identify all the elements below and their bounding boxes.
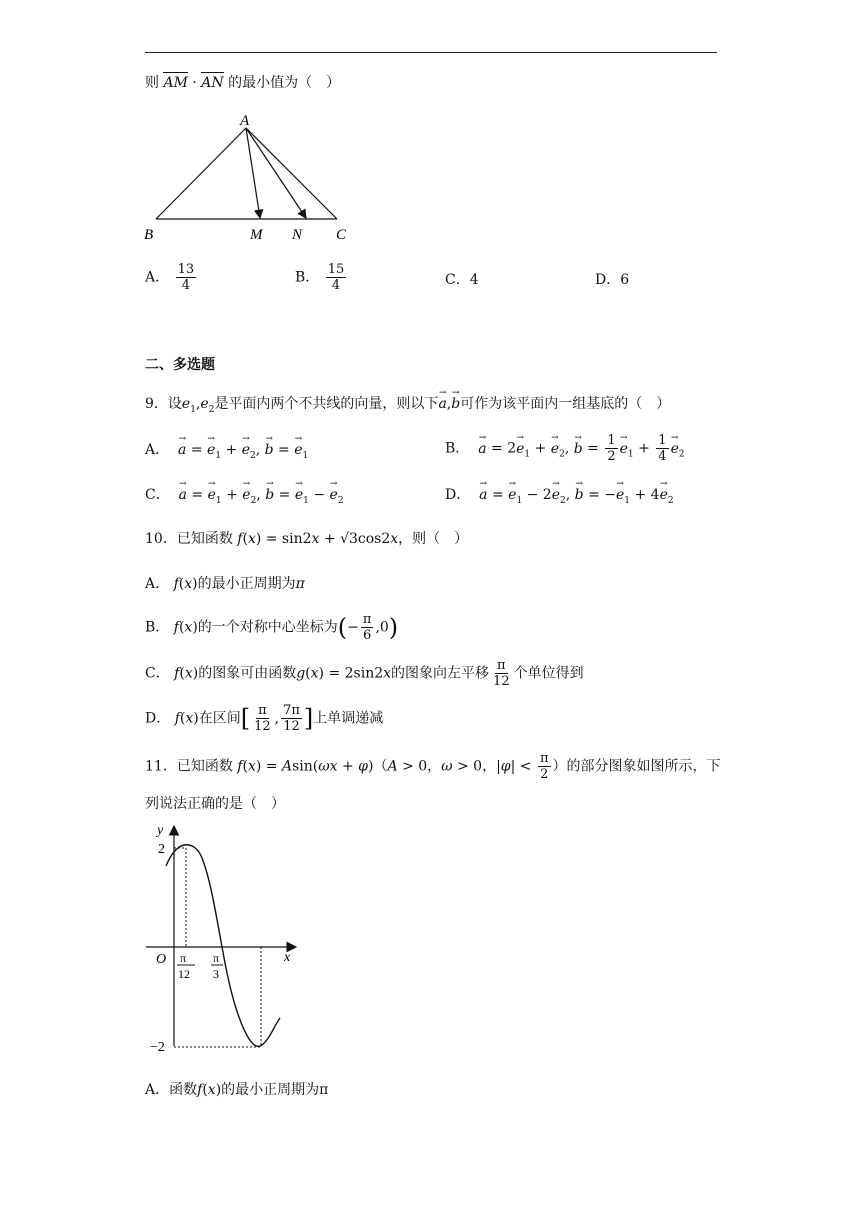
q8-option-d[interactable]: D．6 (595, 272, 630, 288)
arrow-an (246, 128, 306, 218)
label-c: C (336, 227, 347, 243)
label-n: N (292, 227, 303, 243)
x-tick-pi-12 (177, 951, 195, 981)
q11-option-a[interactable]: A．函数f(x)的最小正周期为π (145, 1082, 329, 1098)
sine-curve (166, 845, 280, 1047)
svg-text:12: 12 (178, 967, 190, 981)
q10-option-a[interactable]: A． f(x)的最小正周期为π (145, 576, 305, 592)
triangle-figure (140, 108, 360, 248)
y-min-label: −2 (150, 1040, 165, 1055)
q9-option-d[interactable]: D． a → = $e \to_1 - 2e \to_2$, b → = $-e \to_1 + 4e \to_2$ (445, 485, 674, 511)
arrow-am (246, 128, 260, 218)
q9-stem: 9．设$e_1,e_2$是平面内两个不共线的向量，则以下a →,b →可作为该平面内一组基底的（ ） (145, 394, 670, 420)
label-a: A (240, 113, 250, 129)
q8-prompt: 则 AM · AN 的最小值为（ ） (145, 75, 341, 91)
q8-option-c[interactable]: C．4 (445, 272, 479, 288)
sine-graph (140, 818, 310, 1058)
x-label: x (284, 950, 291, 965)
vector-am: AM (163, 75, 188, 91)
q9-option-c[interactable]: C． a → = $e \to_1 + e \to_2$, b → = $e \to_1 - e \to_2$ (145, 485, 344, 511)
label-m: M (250, 227, 263, 243)
svg-text:π: π (213, 951, 220, 965)
section-title: 二、多选题 (145, 357, 215, 373)
q8-option-b[interactable]: B． $\frac{15}{4}$ (295, 262, 345, 293)
q11-stem-line2: 列说法正确的是（ ） (145, 796, 285, 812)
q10-option-c[interactable]: C． f(x)的图象可由函数g(x) = 2sin2x的图象向左平移 $\frac{\pi}{12}$ 个单位得到 (145, 658, 584, 689)
x-tick-pi-3 (211, 951, 223, 981)
q10-stem: 10．已知函数 f(x) = sin2x + √3cos2x，则（ ） (145, 531, 469, 547)
svg-text:3: 3 (213, 967, 219, 981)
q9-option-b[interactable]: B． a → = $2e \to_1 + e \to_2$, b → = $\frac{1}{2}$ $e \to_1$ + $\frac{1}{4}$ $e \to_2$ (445, 433, 685, 464)
label-b: B (144, 227, 154, 243)
svg-text:π: π (180, 951, 187, 965)
vector-an: AN (201, 75, 224, 91)
q8-option-a[interactable]: A． $\frac{13}{4}$ (145, 262, 195, 293)
q11-stem: 11．已知函数 f(x) = Asin(ωx + φ)（A > 0，ω > 0，|φ| < $\frac{\pi}{2}$ ）的部分图象如图所示，下 (145, 751, 721, 782)
origin-label: O (156, 952, 167, 967)
q10-option-b[interactable]: B． f(x)的一个对称中心坐标为(− $\frac{\pi}{6}$ ,0) (145, 612, 399, 643)
q9-option-a[interactable]: A． a → = $e \to_1 + e \to_2$, b → = $e \to_1$ (145, 440, 308, 466)
y-max-label: 2 (158, 842, 165, 857)
q10-option-d[interactable]: D． f(x)在区间[ $\frac{\pi}{12}$ , $\frac{7\pi}{12}$ ]上单调递减 (145, 703, 384, 734)
y-label: y (157, 823, 164, 838)
top-rule (145, 52, 717, 53)
